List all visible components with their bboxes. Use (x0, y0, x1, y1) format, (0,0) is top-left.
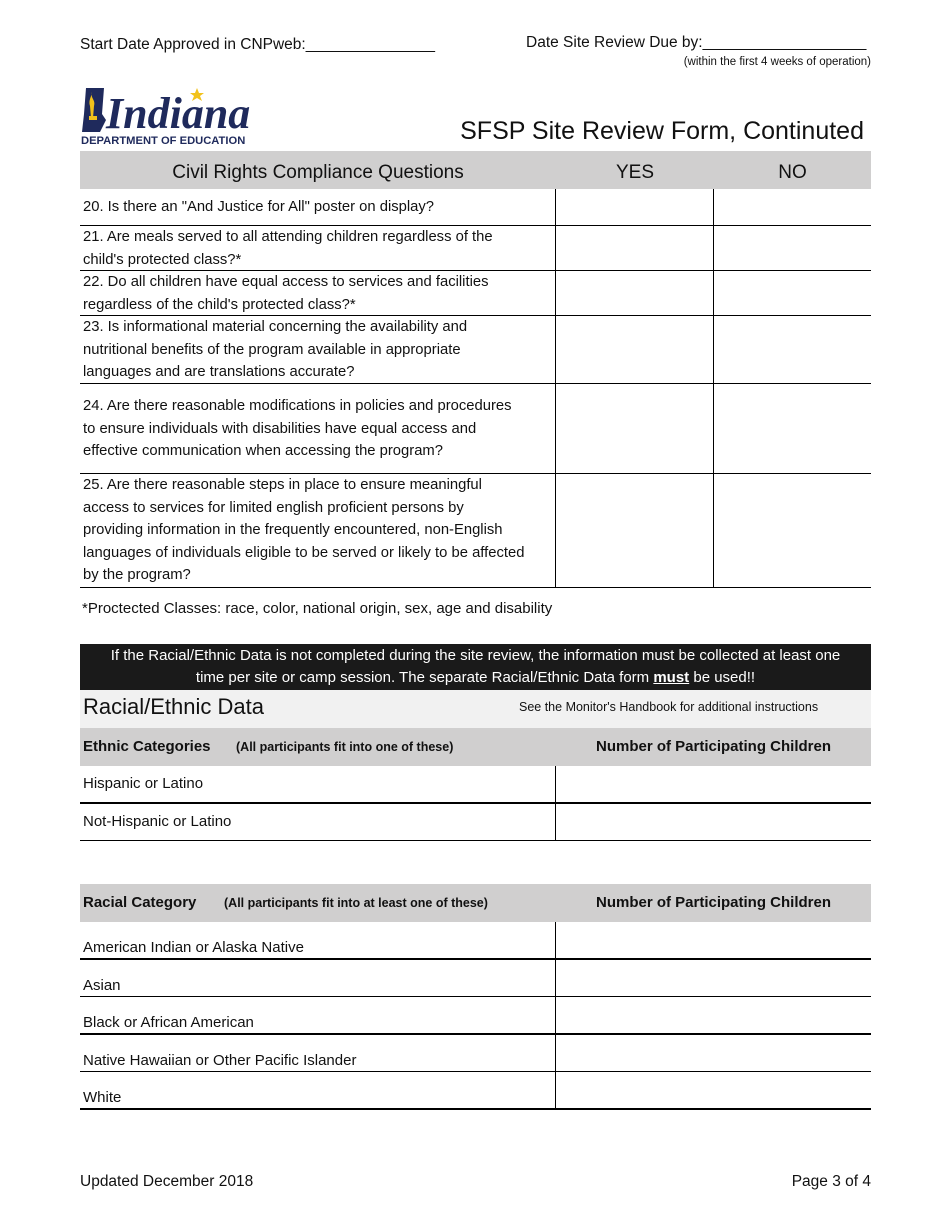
question-text: 24. Are there reasonable modifications in policies and procedures to ensure individuals with disabilities have equal access and effective communication when accessing the program? (83, 398, 512, 460)
col-header-question: Civil Rights Compliance Questions (172, 162, 464, 183)
ethnic-count-cell[interactable] (557, 804, 871, 842)
ethnic-label: Hispanic or Latino (83, 775, 204, 792)
question-row (80, 316, 871, 384)
no-cell[interactable] (715, 316, 871, 384)
yes-cell[interactable] (557, 474, 713, 588)
racial-ethnic-warning-banner (80, 644, 871, 690)
banner-line-2: time per site or camp session. The separate Racial/Ethnic Data form must be used!! (195, 669, 756, 686)
question-text: 20. Is there an "And Justice for All" poster on display? (83, 199, 435, 215)
protected-classes-footnote: *Proctected Classes: race, color, national origin, sex, age and disability (82, 600, 553, 617)
start-date-field-label: Start Date Approved in CNPweb:_______________ (80, 36, 436, 53)
monitor-handbook-note: See the Monitor's Handbook for additional instructions (519, 700, 819, 714)
racial-label: White (83, 1089, 122, 1106)
ethnic-header-row (80, 728, 871, 766)
racial-count-cell[interactable] (557, 997, 871, 1035)
col-header-no: NO (778, 162, 807, 183)
ethnic-count-cell[interactable] (557, 766, 871, 804)
indiana-doe-logo (80, 84, 272, 148)
racial-label: Asian (83, 976, 121, 994)
question-row (80, 189, 871, 226)
yes-cell[interactable] (557, 384, 713, 474)
racial-category-title: Racial Category (83, 894, 197, 911)
question-text: 21. Are meals served to all attending children regardless of the child's protected class?* (83, 229, 493, 268)
ethnic-row (80, 804, 871, 842)
question-text: 25. Are there reasonable steps in place to ensure meaningful access to services for limited english proficient persons by providing information in the frequently encountered, non-English languages of individuals eligible to be served or likely to be affected by the program? (83, 477, 525, 584)
racial-label: Native Hawaiian or Other Pacific Islander (83, 1051, 357, 1069)
racial-header-row (80, 884, 871, 922)
civil-rights-header-row (80, 151, 871, 189)
racial-categories-table (80, 884, 871, 1110)
yes-cell[interactable] (557, 226, 713, 271)
review-due-field-label: Date Site Review Due by:___________________ (526, 34, 867, 51)
banner-line-1: If the Racial/Ethnic Data is not completed during the site review, the information must be collected at least one (110, 647, 841, 664)
racial-row (80, 960, 871, 998)
yes-cell[interactable] (557, 271, 713, 316)
question-row (80, 271, 871, 316)
yes-cell[interactable] (557, 316, 713, 384)
no-cell[interactable] (715, 189, 871, 226)
question-row (80, 474, 871, 588)
racial-label: American Indian or Alaska Native (83, 939, 304, 956)
col-header-yes: YES (615, 162, 655, 183)
racial-ethnic-title: Racial/Ethnic Data (83, 694, 264, 719)
racial-count-cell[interactable] (557, 1072, 871, 1110)
no-cell[interactable] (715, 384, 871, 474)
logo-wordmark: Indiana (106, 89, 251, 138)
ethnic-categories-subtitle: (All participants fit into one of these) (236, 740, 454, 754)
ethnic-count-header: Number of Participating Children (595, 738, 832, 755)
updated-date: Updated December 2018 (80, 1173, 254, 1190)
racial-count-header: Number of Participating Children (595, 894, 832, 911)
civil-rights-table (80, 151, 871, 588)
logo-subtitle: DEPARTMENT OF EDUCATION (81, 135, 246, 147)
no-cell[interactable] (715, 271, 871, 316)
form-title: SFSP Site Review Form, Continuted (460, 117, 864, 145)
no-cell[interactable] (715, 474, 871, 588)
racial-row (80, 997, 871, 1035)
question-text: 23. Is informational material concerning the availability and nutritional benefits of the program available in appropriate languages and are translations accurate? (83, 319, 468, 381)
racial-count-cell[interactable] (557, 922, 871, 960)
no-cell[interactable] (715, 226, 871, 271)
racial-category-subtitle: (All participants fit into at least one of these) (224, 896, 488, 910)
indiana-doe-logo-graphic (80, 84, 272, 148)
racial-label: Black or African American (83, 1014, 254, 1031)
racial-row (80, 1035, 871, 1073)
racial-count-cell[interactable] (557, 960, 871, 998)
ethnic-categories-table (80, 728, 871, 841)
question-text: 22. Do all children have equal access to services and facilities regardless of the child's protected class?* (83, 274, 489, 313)
question-row (80, 384, 871, 474)
ethnic-row (80, 766, 871, 804)
racial-row (80, 922, 871, 960)
racial-row (80, 1072, 871, 1110)
banner-emphasis: must (653, 669, 690, 686)
review-due-note: (within the first 4 weeks of operation) (683, 56, 871, 68)
page-number: Page 3 of 4 (791, 1173, 871, 1190)
ethnic-label: Not-Hispanic or Latino (83, 812, 232, 830)
yes-cell[interactable] (557, 189, 713, 226)
question-row (80, 226, 871, 271)
racial-count-cell[interactable] (557, 1035, 871, 1073)
ethnic-categories-title: Ethnic Categories (83, 738, 211, 755)
